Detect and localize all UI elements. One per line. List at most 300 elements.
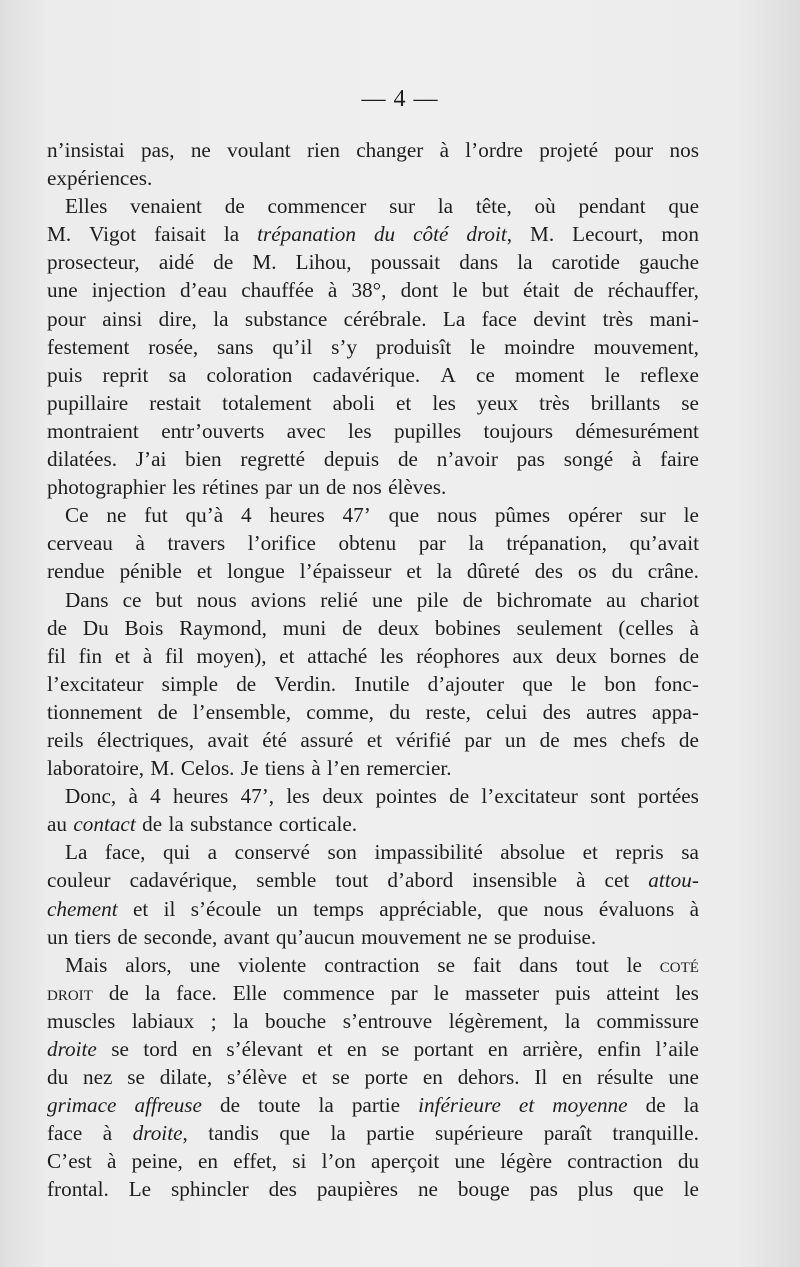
text-line xyxy=(47,1007,699,1035)
word: 38°, xyxy=(351,278,387,303)
word: pas xyxy=(516,447,545,472)
word: labiaux xyxy=(131,1008,195,1033)
word: entr’ouverts xyxy=(161,418,265,443)
text-line xyxy=(47,529,699,557)
word: fil xyxy=(47,643,66,668)
word: portées xyxy=(637,784,699,809)
word: du xyxy=(389,699,411,724)
word: droit, xyxy=(466,222,513,247)
word: devint xyxy=(533,306,587,331)
word: qui xyxy=(163,840,191,865)
word: toujours xyxy=(483,418,553,443)
word: droit xyxy=(47,980,93,1005)
text-line xyxy=(47,361,699,389)
word: le xyxy=(626,952,642,977)
text-line xyxy=(47,1119,699,1147)
text-line xyxy=(47,333,699,361)
page-number: — 4 — xyxy=(361,86,439,112)
word: été xyxy=(262,727,287,752)
word: évaluons xyxy=(598,896,675,921)
word: appa- xyxy=(651,699,699,724)
word: de xyxy=(224,194,245,219)
word: avions xyxy=(250,587,307,612)
word: chefs xyxy=(620,727,666,752)
word: autres xyxy=(586,699,637,724)
word: Du xyxy=(82,615,109,640)
word: une xyxy=(668,1065,699,1090)
word: et xyxy=(518,1093,535,1118)
word: ce xyxy=(122,587,142,612)
word: pour xyxy=(47,306,86,331)
word: mouvement, xyxy=(593,334,699,359)
text-line xyxy=(47,305,699,333)
word: attaché xyxy=(307,643,368,668)
text-line xyxy=(47,866,699,894)
word: par xyxy=(264,475,293,500)
word: la xyxy=(517,250,533,275)
text-line xyxy=(47,838,699,866)
word: alors, xyxy=(125,952,172,977)
word: en xyxy=(347,1037,368,1061)
word: de xyxy=(397,447,418,472)
word: but xyxy=(481,278,509,303)
word: fonc- xyxy=(654,671,699,696)
word: fin xyxy=(78,643,103,668)
word: la xyxy=(436,559,452,584)
word: muni xyxy=(282,615,327,640)
word: du xyxy=(373,222,396,247)
word: restait xyxy=(149,390,202,415)
word: masseter xyxy=(464,980,540,1005)
word: le xyxy=(433,980,449,1005)
word: que xyxy=(522,671,553,696)
word: et xyxy=(366,727,383,752)
text-line xyxy=(47,276,699,304)
text-line xyxy=(47,164,699,192)
word: Ce xyxy=(65,503,89,528)
word: nous xyxy=(543,896,584,921)
word: La xyxy=(442,306,466,331)
word: commencer xyxy=(267,194,367,219)
word: rien xyxy=(306,138,340,162)
word: M. xyxy=(252,250,277,275)
word: par xyxy=(464,727,492,752)
word: 4 xyxy=(241,503,252,528)
word: injection xyxy=(91,278,166,303)
word: contraction xyxy=(567,1149,663,1174)
word: s’écoule xyxy=(190,896,262,921)
word: ce xyxy=(475,362,495,387)
word: coté xyxy=(659,952,699,977)
word: commissure xyxy=(596,1008,699,1033)
word: gauche xyxy=(639,250,699,275)
word: peine, xyxy=(131,1149,183,1174)
word: tandis xyxy=(208,1121,259,1146)
word: dire, xyxy=(158,306,197,331)
word: face. xyxy=(176,980,217,1005)
word: pour xyxy=(614,138,654,162)
word: poussait xyxy=(370,250,441,275)
word: dans xyxy=(459,250,499,275)
word: s’élève xyxy=(226,1065,287,1090)
word: à xyxy=(439,138,449,162)
word: se xyxy=(331,1065,350,1090)
word: s’élevant xyxy=(226,1037,303,1061)
word: démesurément xyxy=(575,418,699,443)
word: la xyxy=(223,222,240,247)
word: une xyxy=(454,1149,486,1174)
text-line xyxy=(47,1091,699,1119)
word: que xyxy=(388,503,420,528)
word: supérieure xyxy=(434,1121,524,1146)
word: d’abord xyxy=(387,868,454,893)
word: comme, xyxy=(306,699,374,724)
word: tête, xyxy=(475,194,512,219)
text-line xyxy=(47,1035,699,1063)
word: mani- xyxy=(649,306,699,331)
word: inférieure xyxy=(418,1093,501,1118)
word: reste, xyxy=(425,699,471,724)
word: Elles xyxy=(65,194,108,219)
word: contraction xyxy=(324,952,420,977)
word: très xyxy=(539,390,570,415)
word: s’entrouve xyxy=(342,1008,433,1033)
word: deux xyxy=(555,643,598,668)
word: si xyxy=(292,1149,307,1174)
word: changer xyxy=(356,138,424,162)
word: la xyxy=(168,812,184,837)
word: 47’ xyxy=(342,503,371,528)
word: face xyxy=(481,306,517,331)
text-line xyxy=(47,586,699,614)
word: à xyxy=(135,531,145,556)
word: prosecteur, xyxy=(47,250,140,275)
word: pûmes xyxy=(494,503,551,528)
text-line xyxy=(47,220,699,248)
word: pas, xyxy=(140,138,175,162)
word: remercier. xyxy=(366,756,452,781)
word: légère xyxy=(500,1149,553,1174)
word: pupilles xyxy=(394,418,462,443)
text-line xyxy=(47,1175,699,1203)
word: ne xyxy=(467,924,488,949)
word: puis xyxy=(47,362,83,387)
word: (celles xyxy=(618,615,674,640)
word: à xyxy=(142,643,153,668)
word: puis xyxy=(555,980,591,1005)
word: J’ai xyxy=(135,447,167,472)
word: La xyxy=(65,840,88,865)
word: que xyxy=(668,194,699,219)
word: côté xyxy=(413,222,449,247)
word: que xyxy=(633,1177,664,1202)
word: sphincler xyxy=(171,1177,249,1202)
word: tout xyxy=(335,868,369,893)
word: par xyxy=(390,980,418,1005)
word: du xyxy=(611,559,633,584)
word: conservé xyxy=(234,840,310,865)
word: dans xyxy=(519,952,558,977)
word: de xyxy=(645,1093,666,1118)
word: ne xyxy=(417,1177,438,1202)
word: projeté xyxy=(539,138,599,162)
word: électriques, xyxy=(96,727,195,752)
word: avait xyxy=(207,727,249,752)
word: Lecourt, xyxy=(572,222,644,247)
word: chauffée xyxy=(241,278,314,303)
word: des xyxy=(542,699,571,724)
word: tout xyxy=(575,952,609,977)
word: nez xyxy=(83,1065,113,1090)
word: temps xyxy=(313,896,364,921)
word: face, xyxy=(104,840,146,865)
word: l’aile xyxy=(655,1037,699,1061)
word: Vigot xyxy=(89,222,137,247)
word: se xyxy=(127,1065,145,1090)
word: aperçoit xyxy=(370,1149,440,1174)
word: Il xyxy=(534,1065,548,1090)
word: appréciable, xyxy=(379,896,483,921)
word: où xyxy=(534,194,556,219)
word: les xyxy=(675,980,699,1005)
word: repris xyxy=(615,840,664,865)
word: le xyxy=(604,362,620,387)
body-text xyxy=(47,136,699,1204)
word: dilate, xyxy=(159,1065,213,1090)
word: voulant xyxy=(227,138,291,162)
word: laboratoire, xyxy=(47,756,145,781)
word: d’ajouter xyxy=(427,671,505,696)
word: se xyxy=(681,390,699,415)
word: atteint xyxy=(606,980,660,1005)
word: en xyxy=(488,1037,509,1061)
word: et xyxy=(317,1037,333,1061)
word: sur xyxy=(389,194,416,219)
text-line xyxy=(47,951,699,979)
word: avec xyxy=(286,418,326,443)
word: fut xyxy=(144,503,168,528)
word: Le xyxy=(128,1177,152,1202)
word: avant xyxy=(223,924,270,949)
word: mouvement xyxy=(361,924,462,949)
word: de xyxy=(539,727,560,752)
word: couleur xyxy=(47,868,111,893)
word: depuis xyxy=(323,447,380,472)
word: longue xyxy=(227,559,285,584)
word: aboli xyxy=(332,390,375,415)
word: pendant xyxy=(578,194,646,219)
word: ne xyxy=(190,138,211,162)
word: et xyxy=(196,559,213,584)
word: nos xyxy=(669,138,699,162)
word: bouge xyxy=(457,1177,510,1202)
word: l’orifice xyxy=(247,531,316,556)
word: seconde, xyxy=(143,924,218,949)
word: moyenne xyxy=(552,1093,628,1118)
text-line xyxy=(47,248,699,276)
word: crâne. xyxy=(647,559,699,584)
word: produisît xyxy=(375,334,452,359)
word: moindre xyxy=(504,334,575,359)
word: paraît xyxy=(543,1121,592,1146)
word: obtenu xyxy=(338,531,397,556)
word: nos xyxy=(352,475,382,500)
word: ainsi xyxy=(102,306,143,331)
word: travers xyxy=(167,531,226,556)
word: regretté xyxy=(240,447,306,472)
word: brillants xyxy=(590,390,661,415)
word: la xyxy=(330,1121,346,1146)
word: une xyxy=(189,952,221,977)
word: résulte xyxy=(596,1065,654,1090)
word: légèrement, xyxy=(448,1008,549,1033)
word: à xyxy=(631,447,642,472)
word: semble xyxy=(256,868,317,893)
word: du xyxy=(47,1065,69,1090)
word: qu’il xyxy=(272,334,313,359)
word: sont xyxy=(590,784,626,809)
word: corticale. xyxy=(278,812,358,837)
word: les xyxy=(286,784,310,809)
word: dilatées. xyxy=(47,447,118,472)
word: au xyxy=(47,812,67,837)
word: se xyxy=(437,952,456,977)
word: une xyxy=(372,587,403,612)
word: coloration xyxy=(206,362,293,387)
word: A xyxy=(440,362,456,387)
text-line xyxy=(47,698,699,726)
word: cet xyxy=(604,868,630,893)
word: la xyxy=(437,194,454,219)
word: aux xyxy=(512,643,544,668)
word: Bois xyxy=(124,615,164,640)
word: dont xyxy=(400,278,439,303)
word: droite, xyxy=(132,1121,188,1146)
word: était xyxy=(523,278,560,303)
word: 47’, xyxy=(240,784,275,809)
word: le xyxy=(683,503,699,528)
word: de xyxy=(449,784,470,809)
word: à xyxy=(102,1121,113,1146)
word: 4 xyxy=(150,784,161,809)
word: les xyxy=(432,390,456,415)
word: la xyxy=(233,1008,249,1033)
word: il xyxy=(163,896,176,921)
word: cadavérique, xyxy=(129,868,238,893)
word: tiers xyxy=(74,924,112,949)
word: l’épaisseur xyxy=(299,559,392,584)
word: à xyxy=(576,868,586,893)
word: nous xyxy=(196,587,237,612)
text-line xyxy=(47,895,699,923)
word: substance xyxy=(244,306,328,331)
word: sur xyxy=(639,503,666,528)
word: en xyxy=(198,1149,219,1174)
word: mes xyxy=(573,727,608,752)
word: à xyxy=(106,1149,117,1174)
word: M. xyxy=(530,222,555,247)
word: l’excitateur xyxy=(481,784,578,809)
word: rosée, xyxy=(148,334,199,359)
word: commence xyxy=(282,980,375,1005)
text-line xyxy=(47,1063,699,1091)
word: et xyxy=(279,643,295,668)
word: et xyxy=(406,559,422,584)
word: le xyxy=(470,334,486,359)
word: de xyxy=(157,699,178,724)
word: tiens xyxy=(264,756,305,781)
word: se xyxy=(493,924,512,949)
word: l’en xyxy=(327,756,360,781)
word: d’eau xyxy=(180,278,228,303)
word: pointes xyxy=(375,784,437,809)
word: le xyxy=(570,671,587,696)
word: de xyxy=(678,643,699,668)
word: les xyxy=(172,475,196,500)
word: à xyxy=(327,278,338,303)
word: que xyxy=(279,1121,310,1146)
word: celui xyxy=(486,699,528,724)
word: en xyxy=(191,1037,212,1061)
word: l’excitateur xyxy=(47,671,144,696)
word: heures xyxy=(269,503,325,528)
word: et xyxy=(132,896,149,921)
word: porte xyxy=(364,1065,409,1090)
word: reprit xyxy=(102,362,149,387)
word: et xyxy=(114,643,131,668)
word: bornes xyxy=(609,643,667,668)
word: trépanation xyxy=(257,222,356,247)
word: photographier xyxy=(47,475,166,500)
text-line xyxy=(47,445,699,473)
word: affreuse xyxy=(134,1093,202,1118)
word: se xyxy=(111,1037,129,1061)
word: moment xyxy=(514,362,585,387)
word: la xyxy=(144,980,161,1005)
word: produise. xyxy=(517,924,597,949)
word: des xyxy=(534,559,563,584)
word: son xyxy=(327,840,357,865)
word: Je xyxy=(240,756,259,781)
word: s’y xyxy=(331,334,358,359)
word: effet, xyxy=(233,1149,277,1174)
word: de xyxy=(213,250,234,275)
word: et xyxy=(301,1065,318,1090)
text-line xyxy=(47,192,699,220)
word: les xyxy=(380,643,404,668)
word: attou- xyxy=(648,868,699,893)
word: sa xyxy=(681,840,699,865)
word: un xyxy=(47,924,69,949)
word: la xyxy=(318,1093,334,1118)
word: par xyxy=(418,531,446,556)
word: un xyxy=(276,896,298,921)
word: substance xyxy=(190,812,273,837)
word: le xyxy=(683,1177,699,1202)
word: fil xyxy=(164,643,184,668)
word: que xyxy=(497,896,529,921)
word: très xyxy=(602,306,634,331)
word: absolue xyxy=(500,840,566,865)
word: l’ordre xyxy=(465,138,523,162)
word: mon xyxy=(661,222,699,247)
word: bon xyxy=(604,671,637,696)
word: partie xyxy=(366,1121,415,1146)
word: un xyxy=(298,475,320,500)
word: C’est xyxy=(47,1149,92,1174)
text-line xyxy=(47,979,699,1007)
word: muscles xyxy=(47,1008,116,1033)
